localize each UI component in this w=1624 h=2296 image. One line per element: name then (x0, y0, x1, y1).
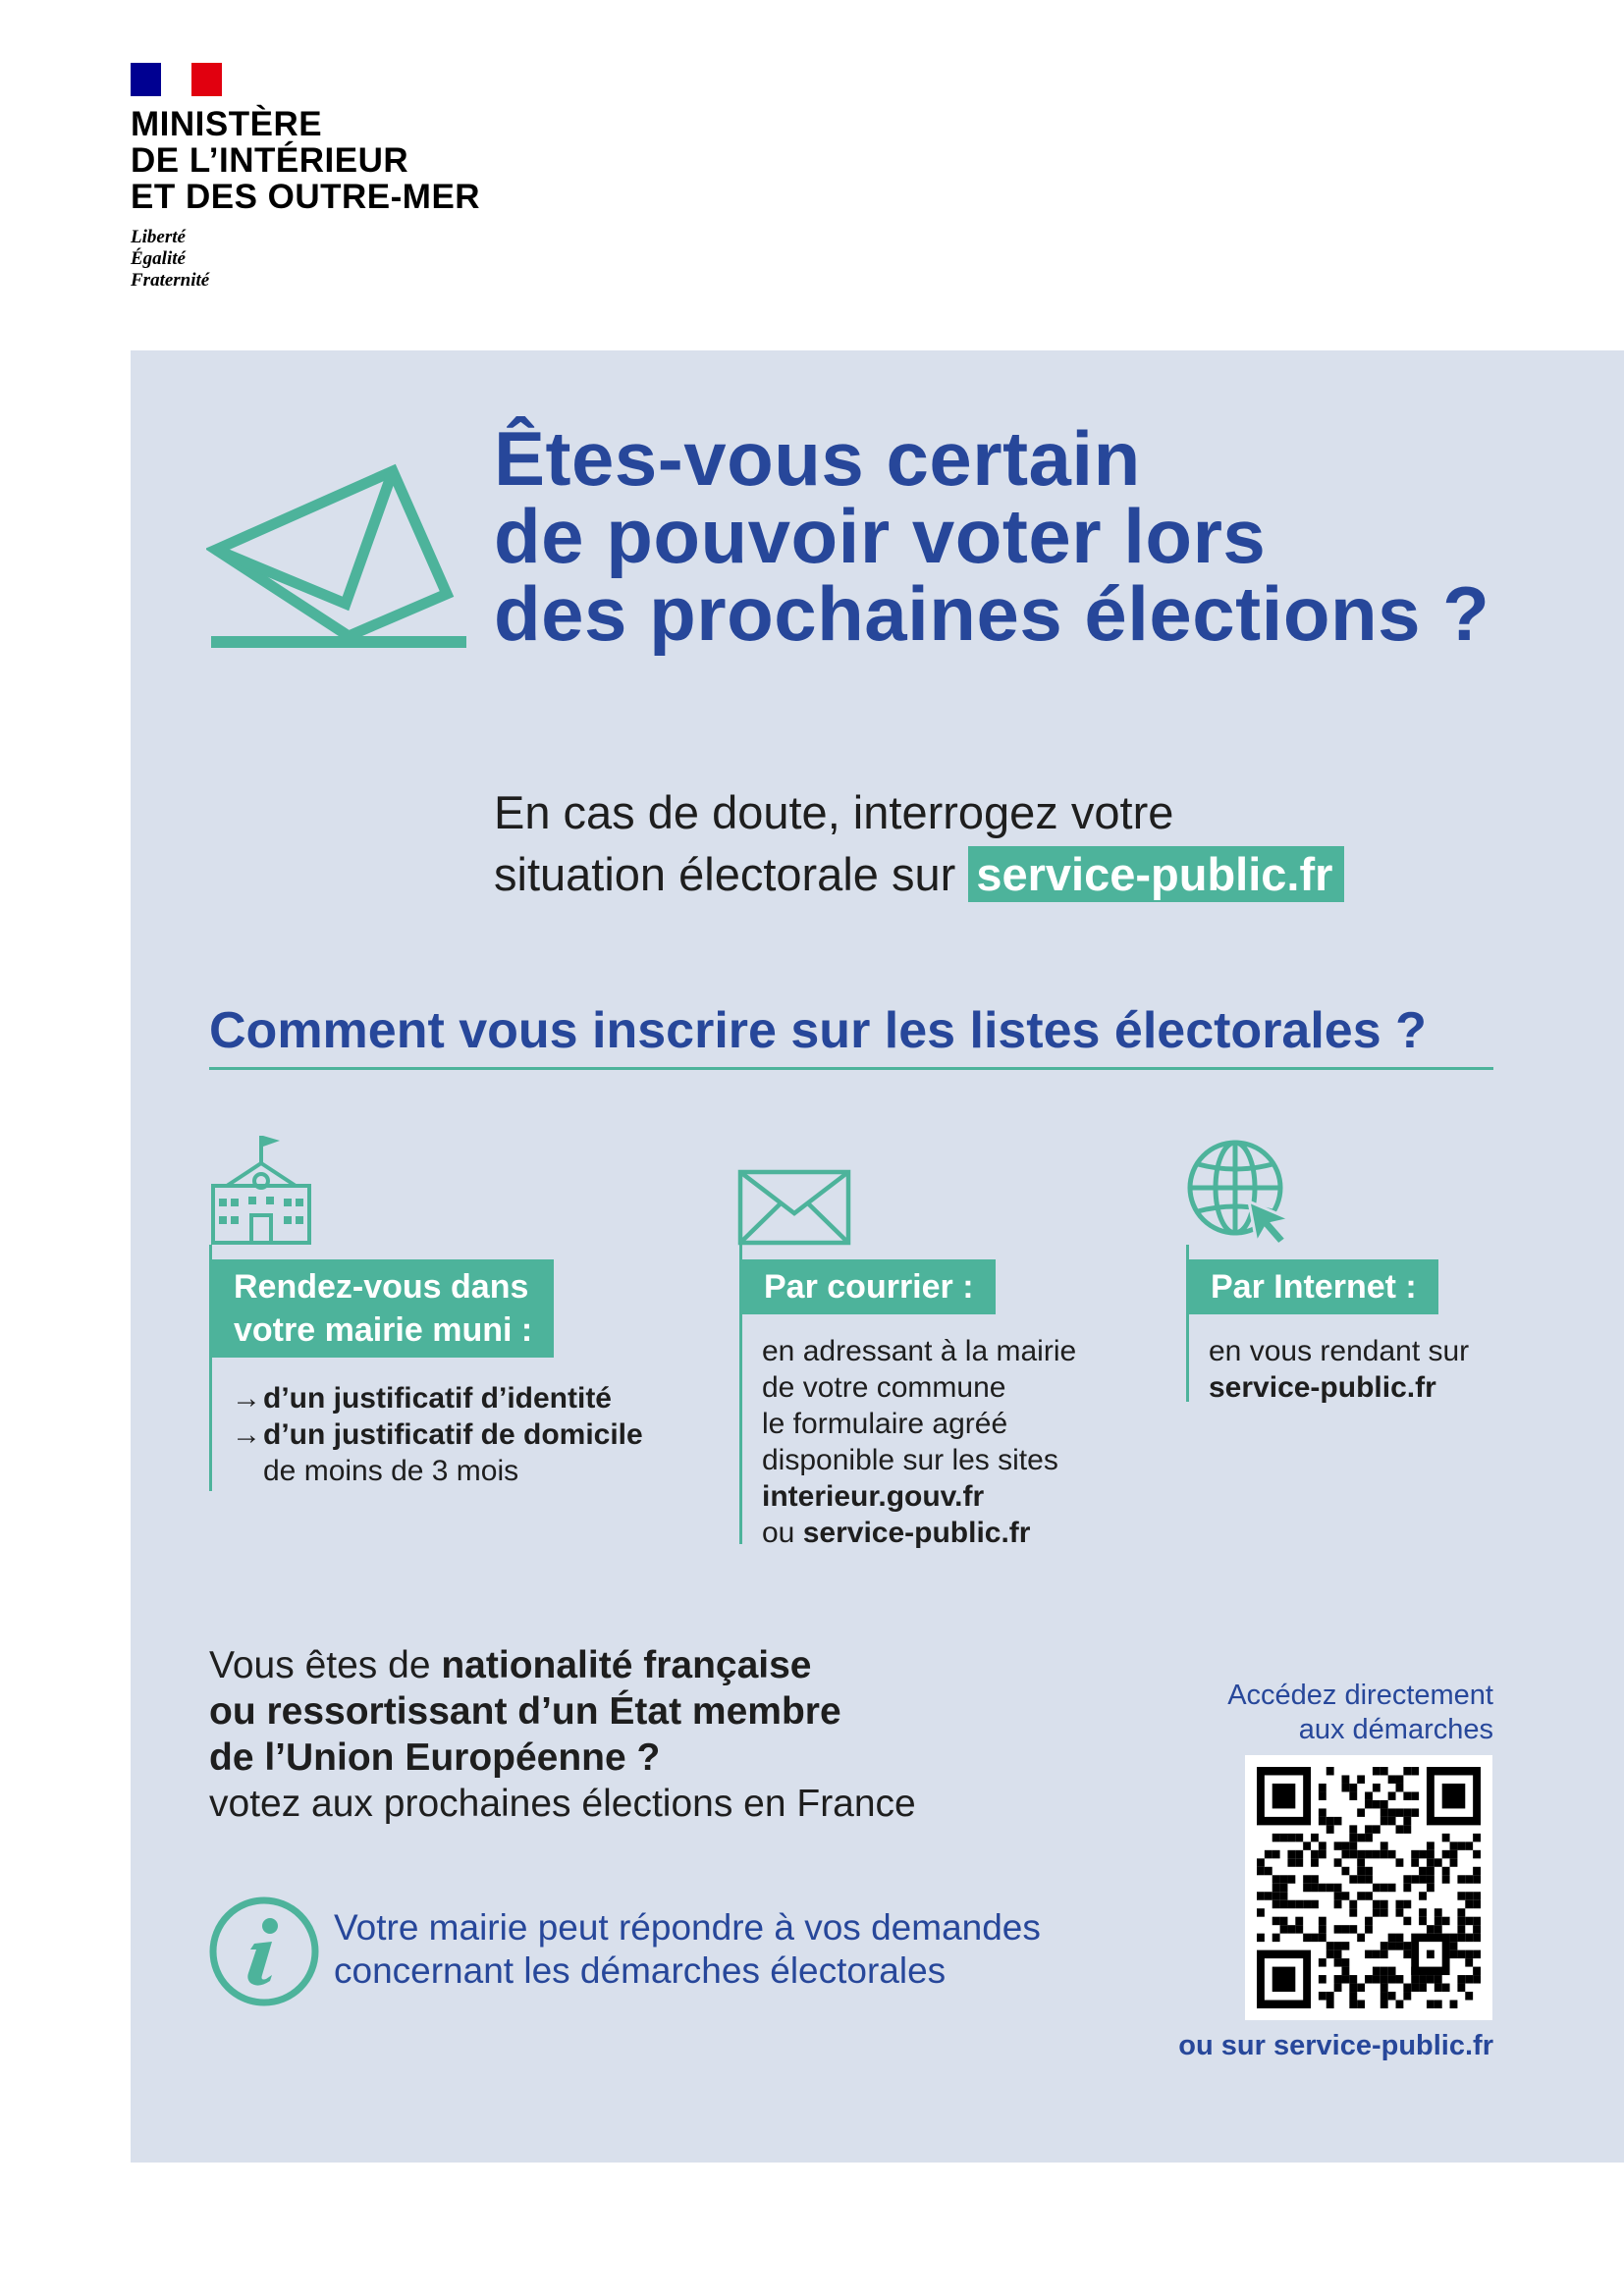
info-message (334, 1906, 1041, 1993)
internet-instructions (1209, 1333, 1469, 1406)
motto-line: Fraternité (131, 270, 210, 291)
instruction-line: le formulaire agréé (762, 1408, 1008, 1440)
or-text: ou (762, 1517, 795, 1549)
ministry-line: DE L’INTÉRIEUR (131, 141, 409, 180)
nationality-bold: ou ressortissant d’un État membre (209, 1690, 841, 1733)
instruction-line: disponible sur les sites (762, 1444, 1058, 1476)
arrow-icon: → (232, 1382, 261, 1415)
info-icon (207, 1895, 321, 2008)
republic-motto (131, 227, 480, 292)
nationality-bold: de l’Union Européenne ? (209, 1736, 661, 1779)
caption-line: aux démarches (1298, 1714, 1493, 1745)
nationality-message (209, 1642, 916, 1827)
instruction-line: en vous rendant sur (1209, 1335, 1470, 1367)
qr-caption (1227, 1679, 1493, 1747)
ministry-line: MINISTÈRE (131, 105, 323, 143)
ministry-line: ET DES OUTRE-MER (131, 178, 481, 216)
nationality-line: votez aux prochaines élections en France (209, 1783, 916, 1825)
doubt-message (494, 781, 1344, 905)
internet-label: Par Internet : (1189, 1259, 1438, 1314)
doubt-text: situation électorale sur (494, 848, 956, 900)
info-line: concernant les démarches électorales (334, 1950, 947, 1991)
instruction-line: de votre commune (762, 1371, 1006, 1404)
qr-bottom-link[interactable]: ou sur service-public.fr (1178, 2030, 1493, 2061)
title-line: des prochaines élections ? (494, 570, 1490, 657)
requirement-text: d’un justificatif de domicile (263, 1418, 643, 1451)
nationality-prefix: Vous êtes de (209, 1644, 431, 1686)
label-line: Rendez-vous dans (234, 1268, 529, 1306)
instruction-line (762, 1515, 1076, 1551)
motto-line: Égalité (131, 248, 186, 269)
courrier-instructions (762, 1333, 1076, 1551)
doubt-line (494, 843, 1344, 905)
requirement-text: d’un justificatif d’identité (263, 1382, 612, 1415)
title-line: Êtes-vous certain (494, 415, 1141, 502)
motto-line: Liberté (131, 227, 186, 247)
service-public-link[interactable]: service-public.fr (1209, 1371, 1436, 1404)
page-title (494, 415, 1490, 657)
interieur-link[interactable]: interieur.gouv.fr (762, 1480, 985, 1513)
mail-envelope-icon (737, 1169, 851, 1246)
list-item (232, 1416, 643, 1453)
caption-line: Accédez directement (1227, 1680, 1493, 1711)
section-underline (209, 1067, 1493, 1070)
qr-code[interactable] (1245, 1755, 1492, 2020)
courrier-label: Par courrier : (742, 1259, 996, 1314)
ministry-logo (131, 63, 480, 292)
french-flag-icon (131, 63, 222, 96)
mairie-label (212, 1259, 554, 1358)
requirement-suffix: de moins de 3 mois (263, 1455, 519, 1487)
qr-code-icon (1257, 1767, 1481, 2008)
mairie-requirements (232, 1380, 643, 1489)
label-line: votre mairie muni : (234, 1311, 533, 1349)
town-hall-icon (207, 1132, 315, 1248)
ballot-envelope-icon (206, 461, 471, 658)
nationality-line (209, 1642, 916, 1688)
list-item (232, 1380, 643, 1416)
ministry-name (131, 106, 480, 215)
section-title: Comment vous inscrire sur les listes électorales ? (209, 1002, 1427, 1059)
info-line: Votre mairie peut répondre à vos demandes (334, 1907, 1041, 1948)
service-public-link[interactable]: service-public.fr (968, 846, 1344, 902)
instruction-line: en adressant à la mairie (762, 1335, 1077, 1367)
service-public-link[interactable]: service-public.fr (802, 1517, 1031, 1549)
nationality-bold: nationalité française (441, 1644, 812, 1686)
title-line: de pouvoir voter lors (494, 493, 1267, 579)
arrow-icon: → (232, 1418, 261, 1451)
doubt-line: En cas de doute, interrogez votre (494, 786, 1174, 838)
globe-cursor-icon (1184, 1137, 1294, 1247)
